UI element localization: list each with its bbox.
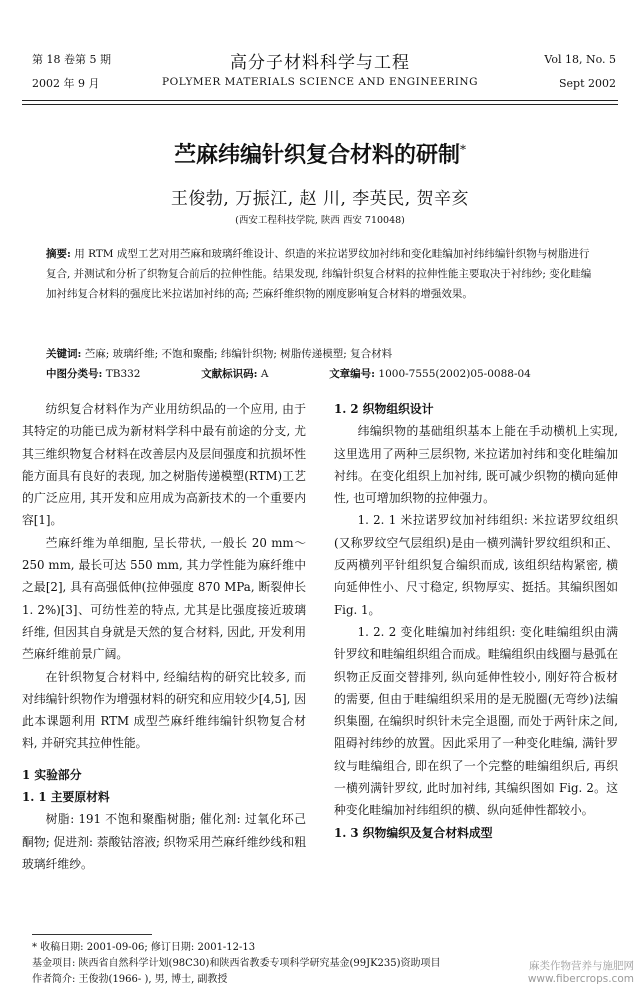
watermark-url: www.fibercrops.com <box>527 973 634 985</box>
paragraph-intro-1: 纺织复合材料作为产业用纺织品的一个应用, 由于其特定的功能已成为新材料学科中最有前途的分支, 尤其三维织物复合材料在改善层内及层间强度和抗损坏性能方面具有良好的表现, 加之树脂传递模塑(RTM)工艺的广泛应用, 其开发和应用成为高新技术的一个重要内容[1]。 <box>22 402 306 528</box>
footnote-funding: 基金项目: 陕西省自然科学计划(98C30)和陕西省教委专项科学研究基金(99JK235)资助项目 <box>32 958 441 969</box>
section-heading-experiment: 1 实验部分 <box>22 767 82 782</box>
header-date-en: Sept 2002 <box>559 77 616 90</box>
footnote-dates: * 收稿日期: 2001-09-06; 修订日期: 2001-12-13 <box>32 942 256 953</box>
paragraph-milano-rib: 1. 2. 1 米拉诺罗纹加衬纬组织: 米拉诺罗纹组织(又称罗纹空气层组织)是由一横列满针罗纹组织和正、反两横列平针组织复合编织而成, 该组织结构紧密, 横向延伸性小、尺寸稳定, 织物厚实、挺括。其编织图如 Fig. 1。 <box>334 513 618 617</box>
title-footnote-mark: * <box>460 142 466 157</box>
author-list: 王俊勃, 万振江, 赵 川, 李英民, 贺辛亥 <box>170 189 470 209</box>
footnotes <box>32 940 592 988</box>
footnote-rule <box>32 934 152 935</box>
paragraph-fabric-design: 纬编织物的基础组织基本上能在手动横机上实现, 这里选用了两种三层织物, 米拉诺加衬纬和变化畦编加衬纬。在变化组织上加衬纬, 既可减少织物的横向延伸性, 也可增加织物的拉伸强力。 <box>334 424 618 506</box>
clc-number: TB332 <box>102 368 141 380</box>
clc-label: 中图分类号: <box>46 368 103 380</box>
watermark-site-name: 麻类作物营养与施肥网 <box>529 960 634 972</box>
paragraph-materials: 树脂: 191 不饱和聚酯树脂; 催化剂: 过氧化环己酮物; 促进剂: 萘酸钴溶液; 织物采用苎麻纤维纱线和粗玻璃纤维纱。 <box>22 812 306 871</box>
header-volume-en: Vol 18, No. 5 <box>544 53 616 66</box>
header-date-cn: 2002 年 9 月 <box>32 77 100 90</box>
doc-code-label: 文献标识码: <box>201 368 258 380</box>
paragraph-modified-cardigan: 1. 2. 2 变化畦编加衬纬组织: 变化畦编组织由满针罗纹和畦编组织组合而成。畦编组织由线圈与悬弧在织物正反面交替排列, 纵向延伸性较小, 刚好符合板材的需要, 但由于畦编组织采用的是无脱圈(无弯纱)法编织集圈, 在编织时织针未完全退圈, 而处于两针床之间, 阻碍衬纬纱的放置。因此采用了一种变化畦编, 满针罗纹与畦编组合, 即在织了一个完整的畦编组织后, 再织一横列满针罗纹, 此时加衬纬, 其编织图如 Fig. 2。这种变化畦编加衬纬组织的横、纵向延伸性都较小。 <box>334 624 618 818</box>
journal-title-cn: 高分子材料科学与工程 <box>230 53 410 73</box>
watermark <box>528 958 634 985</box>
paragraph-intro-2: 苎麻纤维为单细胞, 呈长带状, 一般长 20 mm～250 mm, 最长可达 550 mm, 其力学性能为麻纤维中之最[2], 具有高强低伸(拉伸强度 870 MPa, 断裂伸长1. 2%)[3]、可纺性差的特点, 尤其是比强度接近玻璃纤维, 但因其自身就是天然的复合材料, 因此, 开发利用苎麻纤维前景广阔。 <box>22 535 306 662</box>
subsection-heading-fabric-design: 1. 2 织物组织设计 <box>334 402 434 416</box>
article-number-label: 文章编号: <box>329 368 376 380</box>
paragraph-intro-3: 在针织物复合材料中, 经编结构的研究比较多, 而对纬编针织物作为增强材料的研究和应用较少[4,5], 因此本课题利用 RTM 成型苎麻纤维纬编针织物复合材料, 并研究其拉伸性能。 <box>22 669 306 751</box>
abstract <box>46 244 598 304</box>
journal-title-en: POLYMER MATERIALS SCIENCE AND ENGINEERING <box>162 76 478 88</box>
header-volume-cn: 第 18 卷第 5 期 <box>32 53 111 66</box>
article-number: 1000-7555(2002)05-0088-04 <box>375 368 531 380</box>
header-rule-thin <box>22 104 618 105</box>
left-column <box>22 398 306 875</box>
doc-code: A <box>257 368 269 380</box>
classification-line <box>46 364 606 384</box>
abstract-label: 摘要: <box>46 248 71 260</box>
keywords-label: 关键词: <box>46 348 82 360</box>
subsection-heading-materials: 1. 1 主要原材料 <box>22 790 110 805</box>
header-rule <box>22 100 618 101</box>
affiliation: (西安工程科技学院, 陕西 西安 710048) <box>235 215 405 226</box>
article-title <box>0 138 640 169</box>
subsection-heading-knitting-molding: 1. 3 织物编织及复合材料成型 <box>334 825 493 840</box>
keywords-text: 苎麻; 玻璃纤维; 不饱和聚酯; 纬编针织物; 树脂传递模塑; 复合材料 <box>81 348 393 360</box>
right-column <box>334 398 618 844</box>
abstract-text: 用 RTM 成型工艺对用苎麻和玻璃纤维设计、织造的米拉诺罗纹加衬纬和变化畦编加衬纬纬编针织物与树脂进行复合, 并测试和分析了织物复合前后的拉伸性能。结果发现, 纬编针织复合材料的拉伸性能主要取决于衬纬纱; 变化畦编加衬纬复合材料的强度比米拉诺加衬纬的高; 苎麻纤维织物的刚度影响复合材料的增强效果。 <box>46 248 592 300</box>
keywords <box>46 344 606 364</box>
footnote-author-bio: 作者简介: 王俊勃(1966- ), 男, 博士, 副教授 <box>32 974 228 985</box>
article-title-text: 苎麻纬编针织复合材料的研制 <box>173 142 460 168</box>
